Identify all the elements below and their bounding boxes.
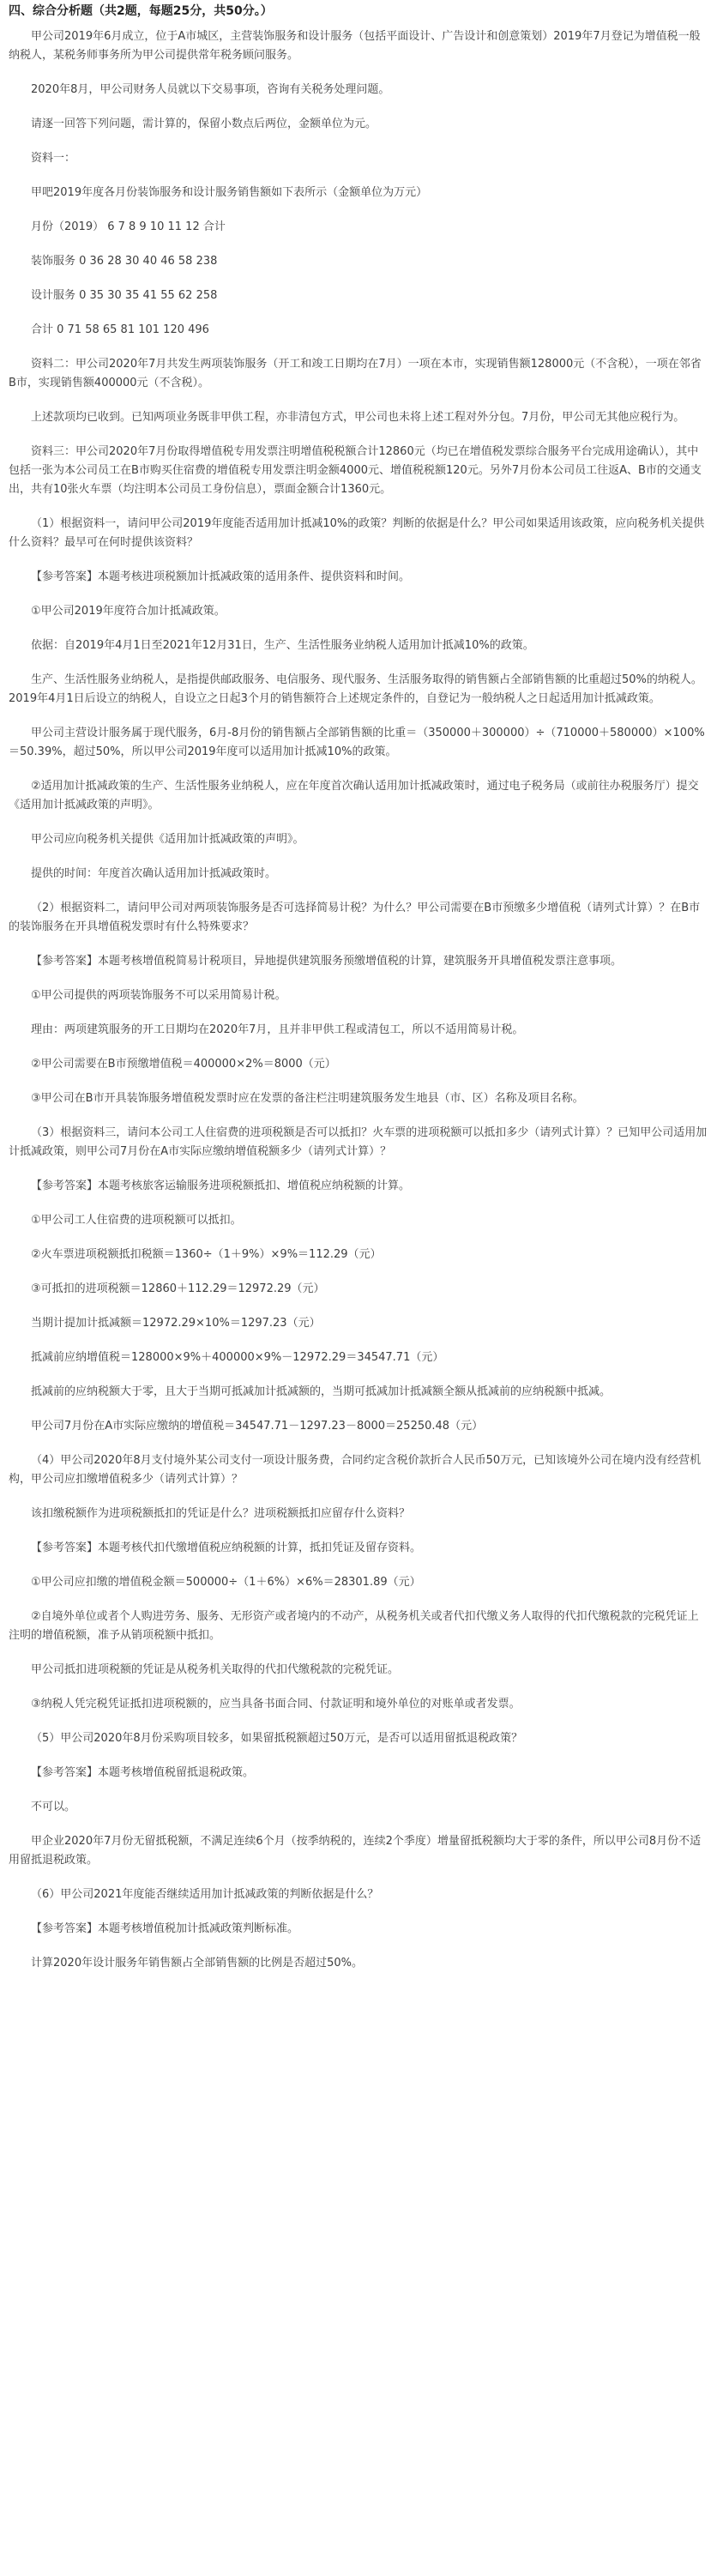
paragraph: 提供的时间：年度首次确认适用加计抵减政策时。 — [31, 867, 277, 880]
paragraph: 上述款项均已收到。已知两项业务既非甲供工程，亦非清包方式，甲公司也未将上述工程对外分包。7月份，甲公司无其他应税行为。 — [31, 411, 685, 424]
paragraph: 理由：两项建筑服务的开工日期均在2020年7月，且并非甲供工程或清包工，所以不适用简易计税。 — [31, 1023, 524, 1036]
paragraph: （1）根据资料一，请问甲公司2019年度能否适用加计抵减10%的政策？判断的依据是什么？甲公司如果适用该政策，应向税务机关提供什么资料？最早可在何时提供该资料？ — [9, 517, 705, 549]
paragraph: 甲吧2019年度各月份装饰服务和设计服务销售额如下表所示（金额单位为万元） — [31, 186, 428, 199]
paragraph: 装饰服务 0 36 28 30 40 46 58 238 — [31, 255, 218, 268]
paragraph: ①甲公司应扣缴的增值税金额＝500000÷（1＋6%）×6%＝28301.89（元） — [31, 1576, 421, 1589]
paragraph: 甲公司抵扣进项税额的凭证是从税务机关取得的代扣代缴税款的完税凭证。 — [31, 1663, 400, 1676]
paragraph: ③可抵扣的进项税额＝12860＋112.29＝12972.29（元） — [31, 1282, 325, 1295]
paragraph: （4）甲公司2020年8月支付境外某公司支付一项设计服务费，合同约定含税价款折合人民币50万元，已知该境外公司在境内没有经营机构，甲公司应扣缴增值税多少（请列式计算）？ — [9, 1454, 702, 1486]
paragraph: 合计 0 71 58 65 81 101 120 496 — [31, 323, 209, 336]
paragraph: 生产、生活性服务业纳税人，是指提供邮政服务、电信服务、现代服务、生活服务取得的销售额占全部销售额的比重超过50%的纳税人。2019年4月1日后设立的纳税人，自设立之日起3个月的销售额符合上述规定条件的，自登记为一般纳税人之日起适用加计抵减政策。 — [9, 673, 702, 705]
paragraph: 甲公司2019年6月成立，位于A市城区，主营装饰服务和设计服务（包括平面设计、广告设计和创意策划）2019年7月登记为增值税一般纳税人，某税务师事务所为甲公司提供常年税务顾问服务。 — [9, 30, 701, 62]
paragraph: 依据：自2019年4月1日至2021年12月31日，生产、生活性服务业纳税人适用加计抵减10%的政策。 — [31, 639, 534, 652]
paragraph: ③纳税人凭完税凭证抵扣进项税额的，应当具备书面合同、付款证明和境外单位的对账单或者发票。 — [31, 1698, 521, 1710]
paragraph: 资料二：甲公司2020年7月共发生两项装饰服务（开工和竣工日期均在7月）一项在本市，实现销售额128000元（不含税），一项在邻省B市，实现销售额400000元（不含税）。 — [9, 358, 702, 389]
paragraph: 甲公司主营设计服务属于现代服务，6月-8月份的销售额占全部销售额的比重＝（350000＋300000）÷（710000＋580000）×100%＝50.39%，超过50%，所以甲公司2019年度可以适用加计抵减10%的政策。 — [9, 727, 705, 758]
paragraph: ③甲公司在B市开具装饰服务增值税发票时应在发票的备注栏注明建筑服务发生地县（市、区）名称及项目名称。 — [31, 1092, 584, 1105]
paragraph: （5）甲公司2020年8月份采购项目较多，如果留抵税额超过50万元，是否可以适用留抵退税政策？ — [31, 1732, 523, 1745]
paragraph: 请逐一回答下列问题，需计算的，保留小数点后两位，金额单位为元。 — [31, 118, 377, 130]
paragraph: 【参考答案】本题考核旅客运输服务进项税额抵扣、增值税应纳税额的计算。 — [31, 1179, 411, 1192]
paragraph: ①甲公司提供的两项装饰服务不可以采用简易计税。 — [31, 989, 286, 1002]
paragraph: 【参考答案】本题考核增值税简易计税项目，异地提供建筑服务预缴增值税的计算，建筑服务开具增值税发票注意事项。 — [31, 955, 623, 968]
paragraph: 资料一： — [31, 152, 76, 165]
paragraph: 该扣缴税额作为进项税额抵扣的凭证是什么？进项税额抵扣应留存什么资料？ — [31, 1507, 411, 1520]
paragraph: ①甲公司2019年度符合加计抵减政策。 — [31, 605, 226, 618]
paragraph: ②甲公司需要在B市预缴增值税＝400000×2%＝8000（元） — [31, 1058, 336, 1071]
paragraph: 2020年8月，甲公司财务人员就以下交易事项，咨询有关税务处理问题。 — [31, 83, 390, 96]
paragraph: 当期计提加计抵减额＝12972.29×10%＝1297.23（元） — [31, 1317, 321, 1330]
paragraph: （2）根据资料二，请问甲公司对两项装饰服务是否可选择简易计税？为什么？甲公司需要在B市预缴多少增值税（请列式计算）？在B市的装饰服务在开具增值税发票时有什么特殊要求？ — [9, 902, 701, 933]
paragraph: 不可以。 — [31, 1801, 76, 1813]
paragraph: 甲企业2020年7月份无留抵税额，不满足连续6个月（按季纳税的，连续2个季度）增量留抵税额均大于零的条件，所以甲公司8月份不适用留抵退税政策。 — [9, 1835, 702, 1867]
paragraph: 抵减前的应纳税额大于零，且大于当期可抵减加计抵减额的，当期可抵减加计抵减额全额从抵减前的应纳税额中抵减。 — [31, 1385, 612, 1398]
paragraph: 设计服务 0 35 30 35 41 55 62 258 — [31, 289, 218, 302]
paragraph: 【参考答案】本题考核增值税加计抵减政策判断标准。 — [31, 1922, 299, 1935]
paragraph: 抵减前应纳增值税＝128000×9%＋400000×9%－12972.29＝34547.71（元） — [31, 1351, 444, 1364]
paragraph: 资料三：甲公司2020年7月份取得增值税专用发票注明增值税税额合计12860元（均已在增值税发票综合服务平台完成用途确认），其中包括一张为本公司员工在B市购买住宿费的增值税专用发票注明金额4000元、增值税税额120元。另外7月份本公司员工往返A、B市的交通支出，共有10张火车票（均注明本公司员工身份信息），票面金额合计1360元。 — [9, 445, 702, 496]
section-heading: 四、综合分析题（共2题，每题25分，共50分。） — [9, 4, 273, 18]
paragraph: 【参考答案】本题考核增值税留抵退税政策。 — [31, 1766, 255, 1779]
paragraph: ①甲公司工人住宿费的进项税额可以抵扣。 — [31, 1214, 242, 1227]
paragraph: 【参考答案】本题考核代扣代缴增值税应纳税额的计算，抵扣凭证及留存资料。 — [31, 1541, 422, 1554]
paragraph: （6）甲公司2021年度能否继续适用加计抵减政策的判断依据是什么？ — [31, 1888, 379, 1901]
paragraph: ②适用加计抵减政策的生产、生活性服务业纳税人，应在年度首次确认适用加计抵减政策时，通过电子税务局（或前往办税服务厅）提交《适用加计抵减政策的声明》。 — [9, 780, 699, 811]
paragraph: 计算2020年设计服务年销售额占全部销售额的比例是否超过50%。 — [31, 1957, 363, 1970]
paragraph: 月份（2019） 6 7 8 9 10 11 12 合计 — [31, 220, 226, 233]
paragraph: 甲公司应向税务机关提供《适用加计抵减政策的声明》。 — [31, 833, 304, 846]
paragraph: （3）根据资料三，请问本公司工人住宿费的进项税额是否可以抵扣？火车票的进项税额可以抵扣多少（请列式计算）？已知甲公司适用加计抵减政策，则甲公司7月份在A市实际应缴纳增值税额多少（请列式计算）？ — [9, 1126, 708, 1158]
paragraph: ②火车票进项税额抵扣税额＝1360÷（1＋9%）×9%＝112.29（元） — [31, 1248, 382, 1261]
document-body — [9, 27, 708, 1973]
paragraph: 【参考答案】本题考核进项税额加计抵减政策的适用条件、提供资料和时间。 — [31, 570, 411, 583]
paragraph: ②自境外单位或者个人购进劳务、服务、无形资产或者境内的不动产，从税务机关或者代扣代缴义务人取得的代扣代缴税款的完税凭证上注明的增值税额，准予从销项税额中抵扣。 — [9, 1610, 699, 1642]
paragraph: 甲公司7月份在A市实际应缴纳的增值税＝34547.71－1297.23－8000＝25250.48（元） — [31, 1420, 484, 1433]
